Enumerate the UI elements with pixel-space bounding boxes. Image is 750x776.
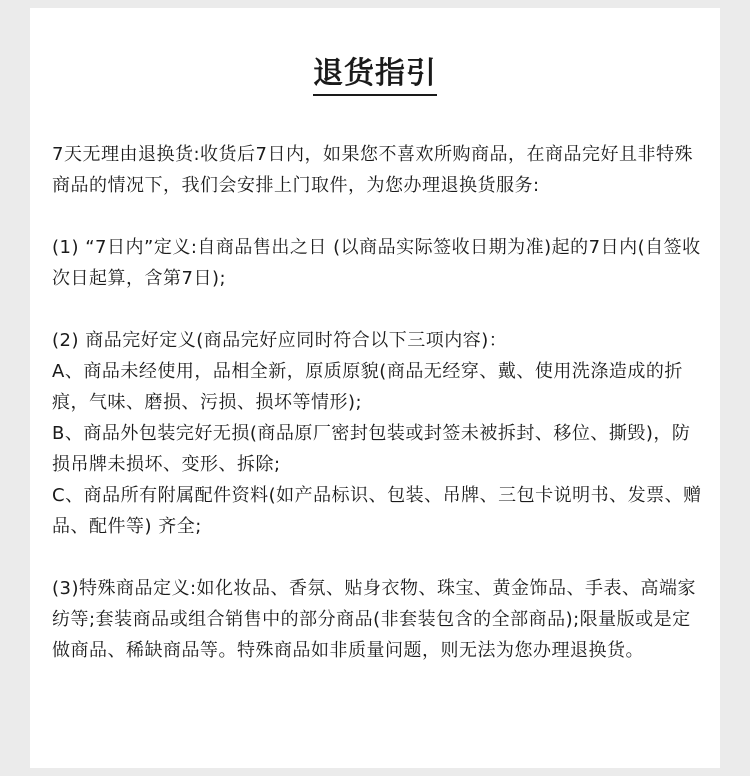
section-intact-item-c: C、商品所有附属配件资料(如产品标识、包装、吊牌、三包卡说明书、发票、赠品、配件等) 齐全;: [52, 485, 702, 537]
spacer: [52, 294, 702, 325]
spacer: [52, 201, 702, 232]
spacer: [52, 542, 702, 573]
guide-content: [52, 139, 702, 666]
page-title: [30, 56, 720, 96]
page-title-text: 退货指引: [313, 56, 437, 96]
section-intact-item-a: A、商品未经使用，品相全新，原质原貌(商品无经穿、戴、使用洗涤造成的折痕，气味、磨损、污损、损坏等情形);: [52, 361, 683, 413]
return-guide-card: [30, 8, 720, 768]
section-special-goods: (3)特殊商品定义:如化妆品、香氛、贴身衣物、珠宝、黄金饰品、手表、高端家纺等;套装商品或组合销售中的部分商品(非套装包含的全部商品);限量版或是定做商品、稀缺商品等。特殊商品如非质量问题，则无法为您办理退换货。: [52, 578, 697, 661]
section-seven-days: (1) “7日内”定义:自商品售出之日 (以商品实际签收日期为准)起的7日内(自签收次日起算，含第7日);: [52, 237, 701, 289]
intro-paragraph: 7天无理由退换货:收货后7日内，如果您不喜欢所购商品，在商品完好且非特殊商品的情况下，我们会安排上门取件，为您办理退换货服务:: [52, 144, 693, 196]
section-intact-item-b: B、商品外包装完好无损(商品原厂密封包装或封签未被拆封、移位、撕毁)，防损吊牌未损坏、变形、拆除;: [52, 423, 691, 475]
section-intact-heading: (2) 商品完好定义(商品完好应同时符合以下三项内容)：: [52, 330, 508, 351]
